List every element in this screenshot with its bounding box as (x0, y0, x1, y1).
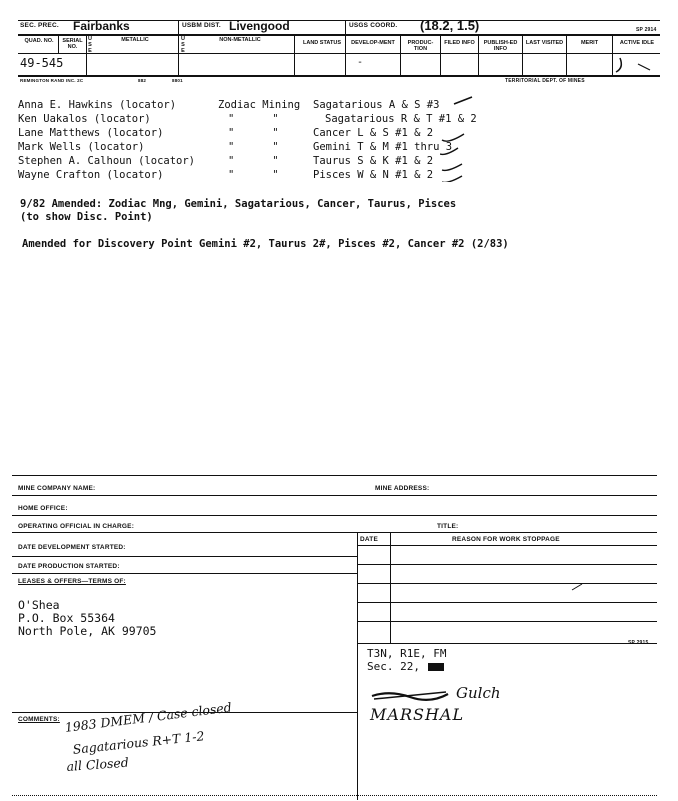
form-number: SP 2914 (636, 27, 657, 33)
col-nonmetallic: NON-METALLIC (219, 37, 261, 43)
redaction-mark (428, 663, 444, 671)
usbm-dist-label: USBM DIST. (182, 22, 221, 29)
claim-locator: Anna E. Hawkins (locator) (18, 99, 177, 111)
claim-locator: Wayne Crafton (locator) (18, 169, 164, 181)
mine-address-label: MINE ADDRESS: (375, 485, 430, 492)
printer-code-1: 882 (138, 78, 147, 83)
title-label: TITLE: (437, 523, 459, 530)
usgs-coord-label: USGS COORD. (349, 22, 398, 29)
leases-offers-label: LEASES & OFFERS—TERMS OF: (18, 578, 126, 585)
operating-official-label: OPERATING OFFICIAL IN CHARGE: (18, 523, 135, 530)
col-use-2: U S E (181, 36, 185, 54)
comments-label: COMMENTS: (18, 716, 60, 723)
claim-company: " " (228, 155, 279, 167)
owner-city: North Pole, AK 99705 (18, 624, 157, 638)
handwritten-gulch: Gulch (456, 684, 501, 702)
col-filed-info: FILED INFO (444, 40, 475, 46)
col-merit: MERIT (580, 40, 599, 46)
claim-name: Cancer L & S #1 & 2 (313, 127, 434, 139)
date-production-label: DATE PRODUCTION STARTED: (18, 563, 120, 570)
col-published-info: PUBLISH-ED INFO (483, 40, 518, 52)
col-land-status: LAND STATUS (303, 40, 341, 46)
col-use: U S E (88, 36, 92, 54)
amended-note-1b: (to show Disc. Point) (20, 211, 153, 223)
date-development-label: DATE DEVELOPMENT STARTED: (18, 544, 126, 551)
crossed-out-handwriting (370, 688, 450, 702)
col-serial: SERIAL NO. (62, 38, 83, 50)
quad-serial-value: 49-545 (20, 56, 64, 70)
mine-company-label: MINE COMPANY NAME: (18, 485, 96, 492)
handwritten-marshal: MARSHAL (370, 705, 465, 724)
col-production: PRODUC-TION (407, 40, 434, 52)
owner-po-box: P.O. Box 55364 (18, 611, 115, 625)
claim-company: Zodiac Mining (218, 99, 301, 111)
claim-name: Taurus S & K #1 & 2 (313, 155, 434, 167)
printer-code-2: 8801 (172, 78, 183, 83)
sec-prec-label: SEC. PREC. (20, 22, 59, 29)
comments-handwriting-1: 1983 DMEM / Case closed (64, 699, 233, 735)
owner-name: O'Shea (18, 598, 60, 612)
form-code: SP 2915 (628, 640, 649, 646)
claim-company: " " (228, 141, 279, 153)
claim-company: " " (228, 127, 279, 139)
claim-locator: Mark Wells (locator) (18, 141, 145, 153)
sec-prec-value: Fairbanks (73, 19, 130, 33)
col-active-idle: ACTIVE IDLE (619, 40, 655, 46)
location-township: T3N, R1E, FM (367, 647, 447, 660)
location-section: Sec. 22, (367, 660, 420, 673)
comments-handwriting-2: Sagatarious R+T 1-2 (72, 728, 206, 757)
claim-name: Pisces W & N #1 & 2 (313, 169, 434, 181)
claim-name: Sagatarious A & S #3 (313, 99, 440, 111)
amended-note-1: 9/82 Amended: Zodiac Mng, Gemini, Sagatarious, Cancer, Taurus, Pisces (20, 198, 457, 210)
date-column-header: DATE (360, 536, 379, 543)
check-mark-icon (610, 56, 660, 78)
col-quad: QUAD. NO. (24, 38, 54, 44)
claim-locator: Lane Matthews (locator) (18, 127, 164, 139)
col-last-visited: LAST VISITED (525, 40, 564, 46)
printer-info: REMINGTON RAND INC. 2C (20, 78, 84, 83)
claim-locator: Stephen A. Calhoun (locator) (18, 155, 196, 167)
col-metallic: METALLIC (121, 37, 149, 43)
usgs-coord-value: (18.2, 1.5) (420, 18, 480, 33)
col-development: DEVELOP-MENT (351, 40, 395, 46)
usbm-dist-value: Livengood (229, 19, 290, 33)
territorial-dept: TERRITORIAL DEPT. OF MINES (505, 78, 585, 84)
grid-pen-mark (570, 582, 584, 592)
claim-name: Gemini T & M #1 thru 3 (313, 141, 453, 153)
hand-check-marks (440, 92, 480, 182)
comments-handwriting-3: all Closed (66, 754, 130, 774)
claim-locator: Ken Uakalos (locator) (18, 113, 151, 125)
reason-column-header: REASON FOR WORK STOPPAGE (452, 536, 560, 543)
claim-company: " " (228, 169, 279, 181)
claim-name: Sagatarious R & T #1 & 2 (325, 113, 477, 125)
home-office-label: HOME OFFICE: (18, 505, 68, 512)
amended-note-2: Amended for Discovery Point Gemini #2, Taurus 2#, Pisces #2, Cancer #2 (2/83) (22, 238, 509, 250)
development-value: - (357, 57, 364, 68)
claim-company: " " (228, 113, 279, 125)
